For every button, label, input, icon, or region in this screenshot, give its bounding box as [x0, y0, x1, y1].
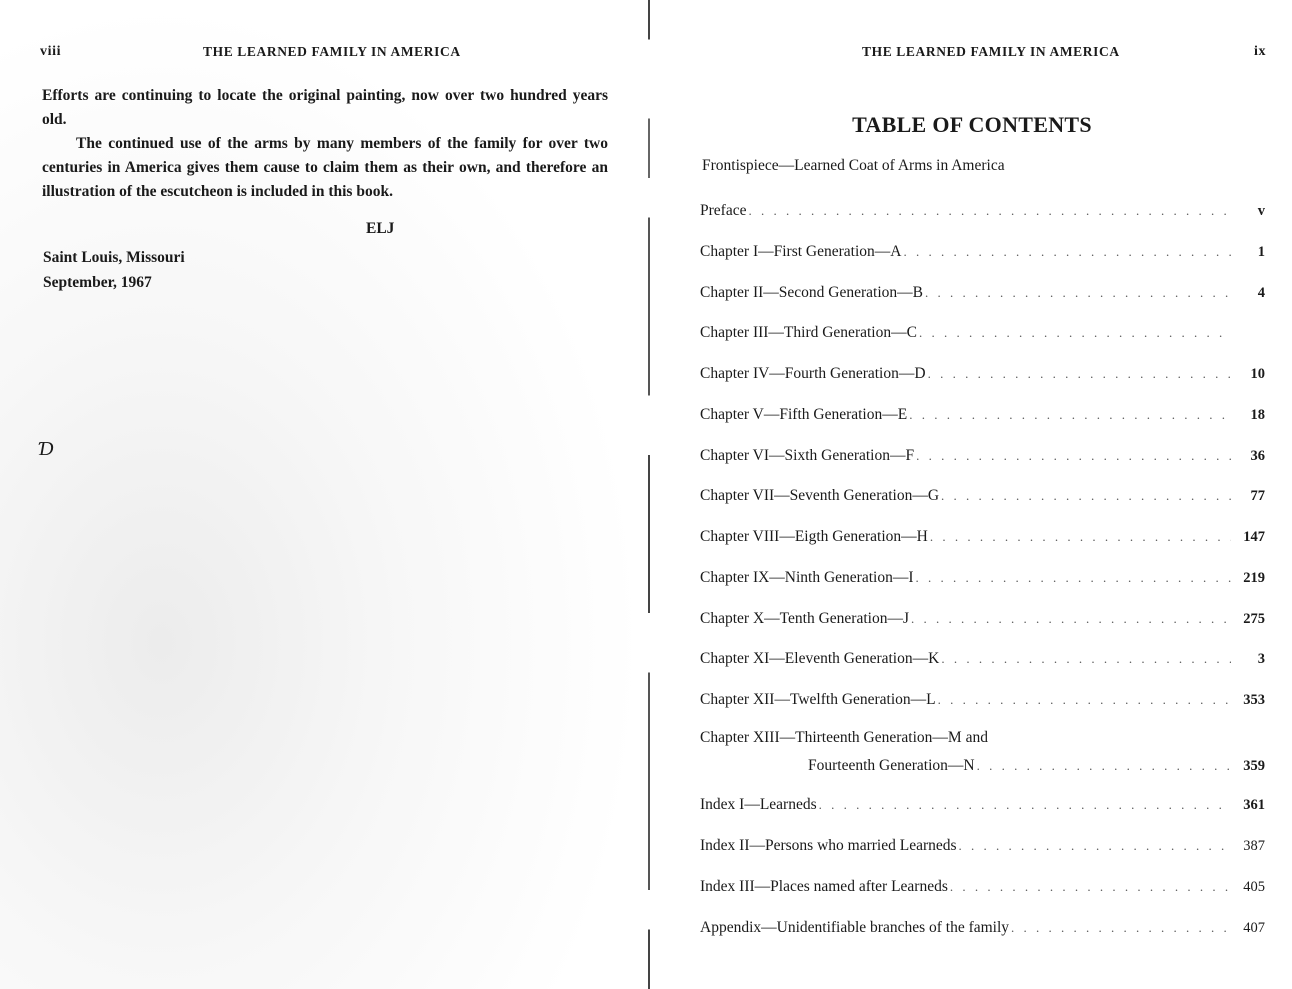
toc-entry-label: Chapter XII—Twelfth Generation—L — [700, 691, 936, 708]
toc-entry-page: 36 — [1250, 448, 1265, 464]
toc-leader-dots — [977, 757, 1231, 775]
toc-entry-label: Chapter VI—Sixth Generation—F — [700, 447, 915, 464]
toc-leader-dots — [928, 365, 1231, 383]
toc-entry-label: Index I—Learneds — [700, 796, 817, 813]
toc-leader-dots — [909, 406, 1231, 424]
toc-entry — [700, 359, 1265, 383]
toc-entry — [700, 751, 1265, 775]
toc-leader-dots — [941, 650, 1231, 668]
toc-entry-label: Appendix—Unidentifiable branches of the family — [700, 919, 1010, 936]
toc-entry-label: Chapter XIII—Thirteenth Generation—M and — [700, 729, 988, 746]
toc-entry — [700, 481, 1265, 505]
page-number: ix — [1254, 44, 1267, 59]
toc-entry-page: 219 — [1243, 570, 1265, 586]
toc-leader-dots — [916, 447, 1231, 465]
toc-leader-dots — [748, 202, 1231, 220]
paragraph: The continued use of the arms by many members of the family for over two centuries in America gives them cause to claim them as their own, and therefore an illustration of the escutcheon is included in this book. — [42, 135, 608, 200]
toc-entry — [700, 522, 1265, 546]
toc-entry-page: 77 — [1250, 488, 1265, 504]
paragraph: Efforts are continuing to locate the original painting, now over two hundred years old. — [42, 87, 608, 128]
toc-entry-page: 10 — [1250, 366, 1265, 382]
toc-entry — [700, 278, 1265, 302]
toc-entry — [700, 318, 1265, 342]
toc-entry-label: Preface — [700, 202, 747, 219]
toc-entry-label: Chapter VIII—Eigth Generation—H — [700, 528, 928, 545]
toc-entry-label: Fourteenth Generation—N — [808, 757, 975, 774]
toc-entry-label: Chapter I—First Generation—A — [700, 243, 902, 260]
toc-entry-page: 18 — [1250, 407, 1265, 423]
toc-leader-dots — [819, 796, 1231, 814]
date: September, 1967 — [43, 274, 152, 291]
toc-entry-page: 359 — [1243, 758, 1265, 774]
toc-entry-page: 1 — [1257, 244, 1265, 260]
toc-entry — [700, 237, 1265, 261]
toc-entry — [700, 441, 1265, 465]
preface-text — [42, 84, 608, 204]
toc-leader-dots — [911, 610, 1231, 628]
toc-entry-page: v — [1257, 203, 1265, 219]
toc-leader-dots — [903, 243, 1231, 261]
toc-entry-page: 407 — [1243, 920, 1265, 936]
right-page — [652, 0, 1292, 989]
toc-entry-page: 147 — [1243, 529, 1265, 545]
book-gutter — [648, 0, 650, 989]
toc-entry — [700, 400, 1265, 424]
frontispiece-line: Frontispiece—Learned Coat of Arms in America — [702, 157, 1005, 174]
running-header: THE LEARNED FAMILY IN AMERICA — [203, 44, 461, 59]
toc-entry-page: 275 — [1243, 611, 1265, 627]
toc-entry — [700, 604, 1265, 628]
toc-leader-dots — [930, 528, 1231, 546]
toc-leader-dots — [925, 284, 1231, 302]
toc-entry-label: Chapter III—Third Generation—C — [700, 324, 917, 341]
toc-title: TABLE OF CONTENTS — [852, 112, 1092, 137]
toc-leader-dots — [1011, 919, 1231, 937]
toc-entry-page: 405 — [1243, 879, 1265, 895]
toc-entry — [700, 872, 1265, 896]
left-page — [0, 0, 645, 989]
toc-leader-dots — [950, 878, 1231, 896]
toc-leader-dots — [919, 324, 1231, 342]
toc-leader-dots — [916, 569, 1232, 587]
toc-entry-label: Chapter II—Second Generation—B — [700, 284, 923, 301]
toc-entry-label: Chapter IX—Ninth Generation—I — [700, 569, 914, 586]
stray-mark: Ɗ — [38, 438, 54, 460]
toc-entry — [700, 644, 1265, 668]
toc-entry-label: Chapter V—Fifth Generation—E — [700, 406, 908, 423]
toc-entry-page: 387 — [1243, 838, 1265, 854]
signature: ELJ — [366, 220, 395, 237]
page-number: viii — [40, 44, 62, 59]
toc-entry-label: Index III—Places named after Learneds — [700, 878, 948, 895]
toc-entry-page: 4 — [1257, 285, 1265, 301]
toc-leader-dots — [959, 837, 1231, 855]
toc-leader-dots — [941, 487, 1231, 505]
place-date — [43, 245, 185, 295]
toc-entry-label: Chapter X—Tenth Generation—J — [700, 610, 909, 627]
toc-entry-label: Chapter XI—Eleventh Generation—K — [700, 650, 940, 667]
toc-entry — [700, 831, 1265, 855]
toc-entry — [700, 790, 1265, 814]
toc-entry — [700, 913, 1265, 937]
toc-entry-page: 353 — [1243, 692, 1265, 708]
toc-entry-label: Chapter VII—Seventh Generation—G — [700, 487, 940, 504]
toc-leader-dots — [938, 691, 1231, 709]
running-header: THE LEARNED FAMILY IN AMERICA — [862, 44, 1120, 59]
toc-entry — [700, 196, 1265, 220]
toc-entry-page: 361 — [1243, 797, 1265, 813]
toc-entry-label: Index II—Persons who married Learneds — [700, 837, 957, 854]
toc-entry — [700, 685, 1265, 709]
place: Saint Louis, Missouri — [43, 249, 185, 266]
toc-entry-label: Chapter IV—Fourth Generation—D — [700, 365, 926, 382]
toc-entry-page: 3 — [1257, 651, 1265, 667]
toc-entry — [700, 563, 1265, 587]
